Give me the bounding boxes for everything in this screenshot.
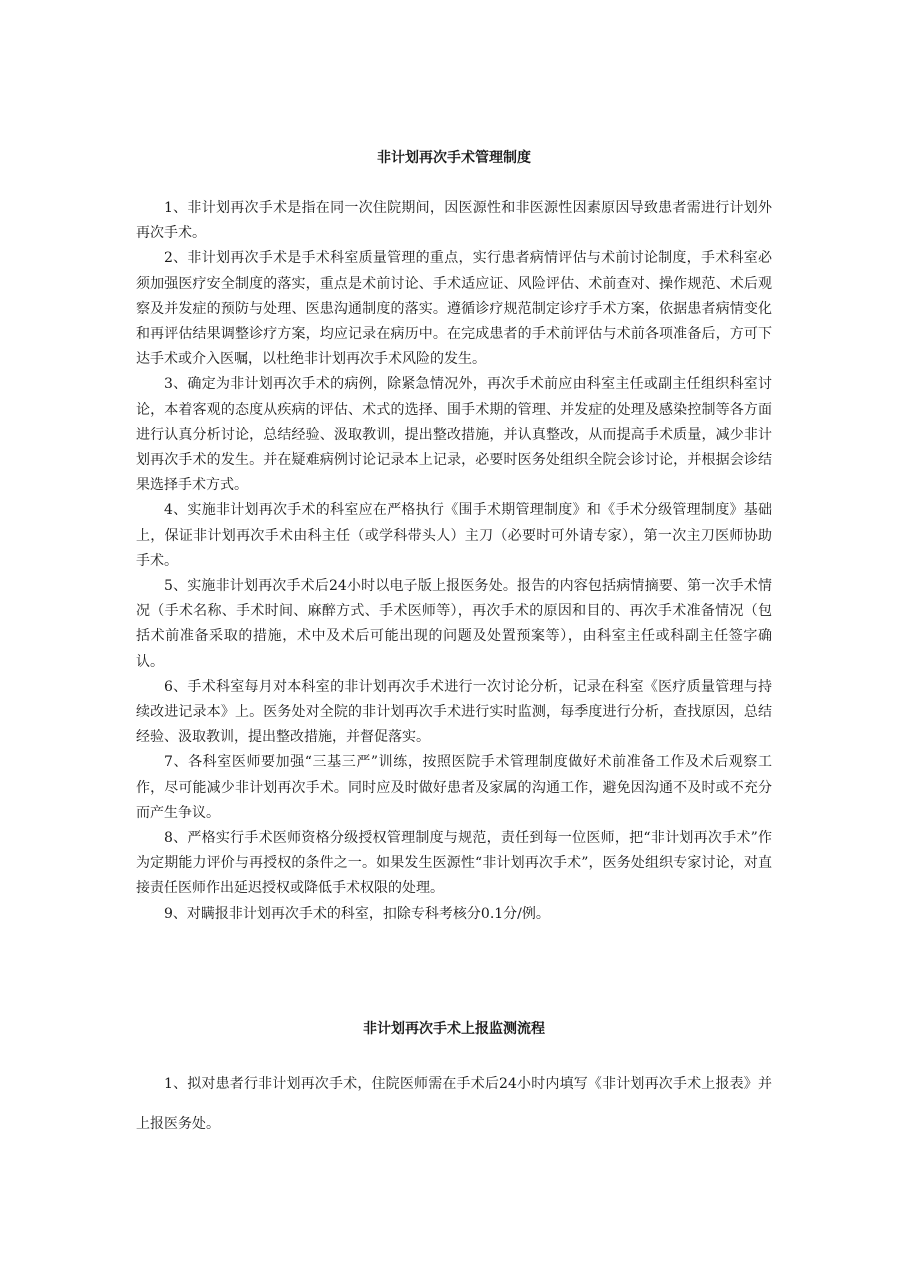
policy-paragraph-3: 3、确定为非计划再次手术的病例，除紧急情况外，再次手术前应由科室主任或副主任组织科室讨论，本着客观的态度从疾病的评估、术式的选择、围手术期的管理、并发症的处理及感染控制等各方面进行认真分析讨论，总结经验、汲取教训，提出整改措施，并认真整改，从而提高手术质量，减少非计划再次手术的发生。并在疑难病例讨论记录本上记录，必要时医务处组织全院会诊讨论，并根据会诊结果选择手术方式。 (136, 376, 772, 494)
policy-paragraph-2: 2、非计划再次手术是手术科室质量管理的重点，实行患者病情评估与术前讨论制度，手术科室必须加强医疗安全制度的落实，重点是术前讨论、手术适应证、风险评估、术前查对、操作规范、术后观察及并发症的预防与处理、医患沟通制度的落实。遵循诊疗规范制定诊疗手术方案，依据患者病情变化和再评估结果调整诊疗方案，均应记录在病历中。在完成患者的手术前评估与术前各项准备后，方可下达手术或介入医嘱，以杜绝非计划再次手术风险的发生。 (136, 250, 772, 368)
policy-paragraph-9: 9、对瞒报非计划再次手术的科室，扣除专科考核分0.1分/例。 (164, 905, 550, 922)
policy-paragraph-8: 8、严格实行手术医师资格分级授权管理制度与规范，责任到每一位医师，把“非计划再次手术”作为定期能力评价与再授权的条件之一。如果发生医源性“非计划再次手术”，医务处组织专家讨论，对直接责任医师作出延迟授权或降低手术权限的处理。 (136, 830, 772, 897)
policy-paragraph-5: 5、实施非计划再次手术后24小时以电子版上报医务处。报告的内容包括病情摘要、第一次手术情况（手术名称、手术时间、麻醉方式、手术医师等），再次手术的原因和目的、再次手术准备情况（包括术前准备采取的措施，术中及术后可能出现的问题及处置预案等），由科室主任或科副主任签字确认。 (136, 578, 772, 670)
policy-paragraph-4: 4、实施非计划再次手术的科室应在严格执行《围手术期管理制度》和《手术分级管理制度》基础上，保证非计划再次手术由科主任（或学科带头人）主刀（必要时可外请专家），第一次主刀医师协助手术。 (136, 502, 772, 569)
flow-paragraph-1: 1、拟对患者行非计划再次手术，住院医师需在手术后24小时内填写《非计划再次手术上报表》并上报医务处。 (136, 1076, 772, 1132)
flow-section (136, 1064, 772, 1144)
policy-paragraph-7: 7、各科室医师要加强“三基三严”训练，按照医院手术管理制度做好术前准备工作及术后观察工作，尽可能减少非计划再次手术。同时应及时做好患者及家属的沟通工作，避免因沟通不及时或不充分而产生争议。 (136, 754, 772, 821)
policy-section (136, 196, 772, 927)
policy-paragraph-1: 1、非计划再次手术是指在同一次住院期间，因医源性和非医源性因素原因导致患者需进行计划外再次手术。 (136, 200, 772, 242)
document-page (136, 0, 772, 1280)
flow-title: 非计划再次手术上报监测流程 (363, 1021, 545, 1037)
policy-paragraph-6: 6、手术科室每月对本科室的非计划再次手术进行一次讨论分析，记录在科室《医疗质量管理与持续改进记录本》上。医务处对全院的非计划再次手术进行实时监测，每季度进行分析，查找原因，总结经验、汲取教训，提出整改措施，并督促落实。 (136, 678, 772, 746)
document-title: 非计划再次手术管理制度 (377, 150, 531, 166)
